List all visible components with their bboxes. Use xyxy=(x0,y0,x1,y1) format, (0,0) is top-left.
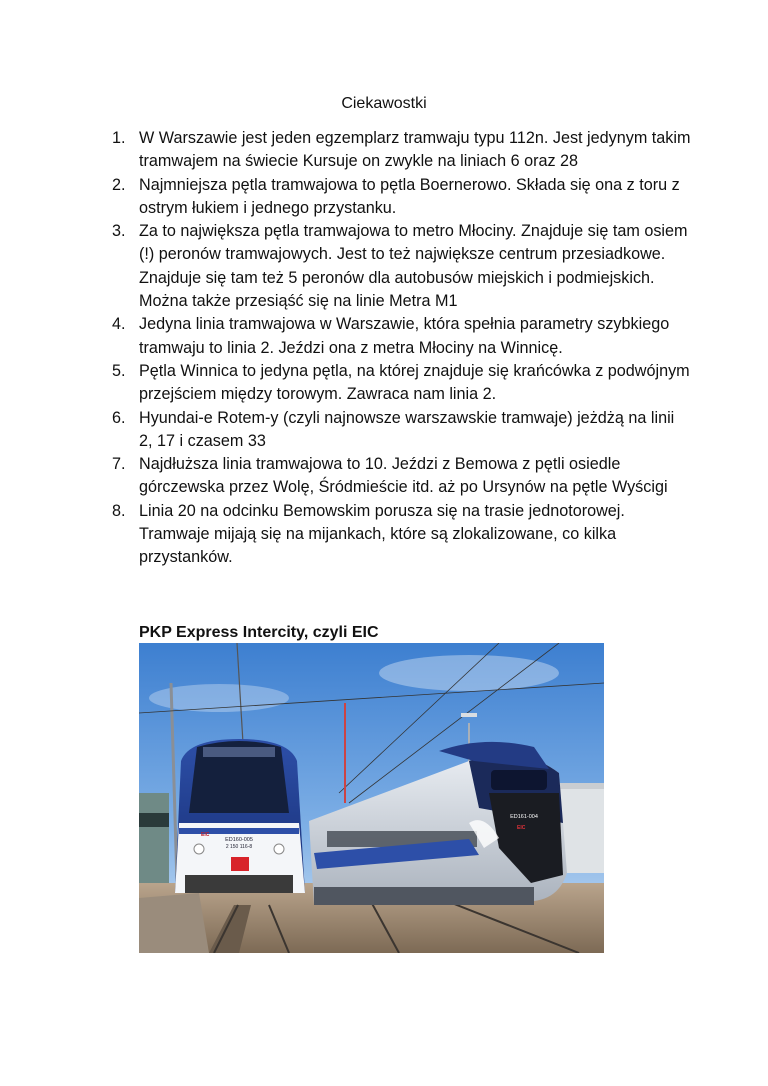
left-train-number: ED160-005 xyxy=(225,837,253,843)
list-text: Jedyna linia tramwajowa w Warszawie, która spełnia parametry szybkiego tramwaju to linia 2. Jeździ ona z metra Młociny na Winnicę. xyxy=(139,315,670,357)
facts-list xyxy=(112,127,692,570)
list-item xyxy=(112,360,692,407)
left-train-logo: EIC xyxy=(201,832,210,838)
list-number: 8. xyxy=(112,501,126,520)
list-item xyxy=(112,220,692,313)
list-text: Najdłuższa linia tramwajowa to 10. Jeździ z Bemowa z pętli osiedle górczewska przez Wolę, Śródmieście itd. aż po Ursynów na pętle Wyścigi xyxy=(139,455,668,497)
list-number: 4. xyxy=(112,315,126,334)
right-train-logo: EIC xyxy=(517,825,526,831)
list-item xyxy=(112,313,692,360)
list-text: Hyundai-e Rotem-y (czyli najnowsze warszawskie tramwaje) jeżdżą na linii 2, 17 i czasem 33 xyxy=(139,408,675,450)
list-number: 3. xyxy=(112,222,126,241)
left-train-number-2: 2 150 116-8 xyxy=(225,844,253,850)
list-text: Za to największa pętla tramwajowa to metro Młociny. Znajduje się tam osiem (!) peronów tramwajowych. Jest to też największe centrum przesiadkowe. Znajduje się tam też 5 peronów dla autobusów miejskich i podmiejskich. Można także przesiąść się na linie Metra M1 xyxy=(139,222,688,311)
list-item xyxy=(112,500,692,570)
page-title: Ciekawostki xyxy=(341,95,427,112)
list-number: 7. xyxy=(112,455,126,474)
list-item xyxy=(112,407,692,454)
section-heading: PKP Express Intercity, czyli EIC xyxy=(139,624,379,641)
list-number: 1. xyxy=(112,129,126,147)
list-text: Linia 20 na odcinku Bemowskim porusza się na trasie jednotorowej. Tramwaje mijają się na mijankach, które są zlokalizowane, co kilka przystanków. xyxy=(139,501,625,567)
list-item xyxy=(112,127,692,174)
list-text: Najmniejsza pętla tramwajowa to pętla Boernerowo. Składa się ona z toru z ostrym łukiem i jednego przystanku. xyxy=(139,175,680,217)
list-number: 5. xyxy=(112,361,126,380)
list-text: Pętla Winnica to jedyna pętla, na której znajduje się krańcówka z podwójnym przejściem między torowym. Zawraca nam linia 2. xyxy=(139,361,690,404)
list-item xyxy=(112,174,692,221)
list-item xyxy=(112,453,692,500)
list-number: 2. xyxy=(112,175,126,194)
list-text: W Warszawie jest jeden egzemplarz tramwaju typu 112n. Jest jedynym takim tramwajem na świecie Kursuje on zwykle na liniach 6 oraz 28 xyxy=(139,129,691,171)
train-photo xyxy=(139,643,604,953)
list-number: 6. xyxy=(112,408,126,427)
right-train-number: ED161-004 xyxy=(510,814,538,820)
